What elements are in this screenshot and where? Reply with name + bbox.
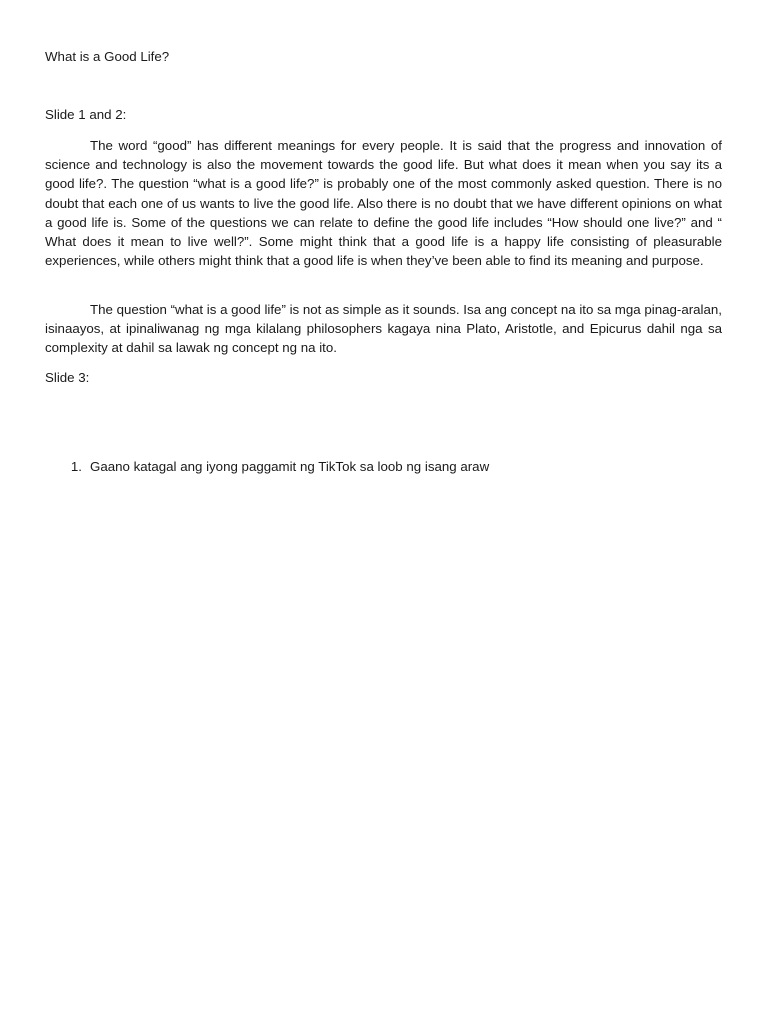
document-title: What is a Good Life? <box>45 49 170 64</box>
list-item-number: 1. <box>70 459 82 474</box>
paragraph-1: The word “good” has different meanings for every people. It is said that the progress and innovation of science and technology is also the movement towards the good life. But what does it mean when you say its a good life?. The question “what is a good life?” is probably one of the most commonly asked question. There is no doubt that each one of us wants to live the good life. Also there is no doubt that we have different opinions on what a good life is. Some of the questions we can relate to define the good life includes “How should one live?” and “ What does it mean to live well?”. Some might think that a good life is a happy life consisting of pleasurable experiences, while others might think that a good life is when they’ve been able to find its meaning and purpose. <box>45 138 722 269</box>
slide-3-heading: Slide 3: <box>45 370 90 385</box>
list-item <box>45 457 722 476</box>
numbered-list <box>45 457 722 476</box>
slide-1-2-heading: Slide 1 and 2: <box>45 107 127 122</box>
paragraph-2: The question “what is a good life” is not as simple as it sounds. Isa ang concept na ito sa mga pinag-aralan, isinaayos, at ipinaliwanag ng mga kilalang philosophers kagaya nina Plato, Aristotle, and Epicurus dahil nga sa complexity at dahil sa lawak ng concept ng na ito. <box>45 302 722 356</box>
list-item-text: Gaano katagal ang iyong paggamit ng TikTok sa loob ng isang araw <box>90 459 490 474</box>
